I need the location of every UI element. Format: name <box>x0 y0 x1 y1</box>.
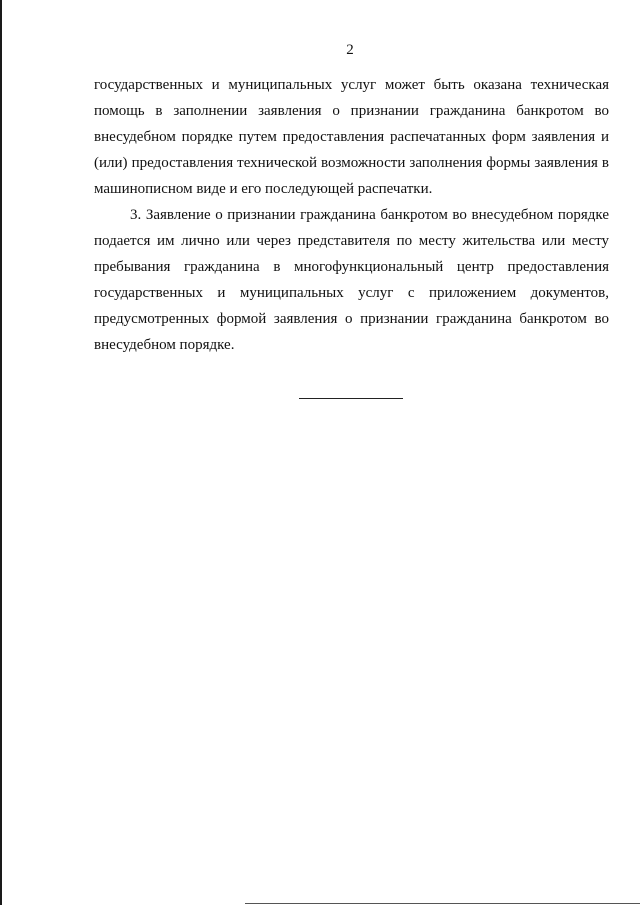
page-number: 2 <box>346 42 354 58</box>
paragraph-item-3: 3. Заявление о признании гражданина банкротом во внесудебном порядке подается им лично или через представителя по месту жительства или месту пребывания гражданина в многофункциональный центр предоставления государственных и муниципальных услуг с приложением документов, предусмотренных формой заявления о признании гражданина банкротом во внесудебном порядке. <box>94 207 609 353</box>
page-edge-left <box>0 0 2 905</box>
end-divider-line <box>299 398 403 399</box>
page-bottom-edge <box>245 903 640 904</box>
document-body <box>94 72 609 358</box>
paragraph-continuation: государственных и муниципальных услуг может быть оказана техническая помощь в заполнении заявления о признании гражданина банкротом во внесудебном порядке путем предоставления распечатанных форм заявления и (или) предоставления технической возможности заполнения формы заявления в машинописном виде и его последующей распечатки. <box>94 77 609 197</box>
